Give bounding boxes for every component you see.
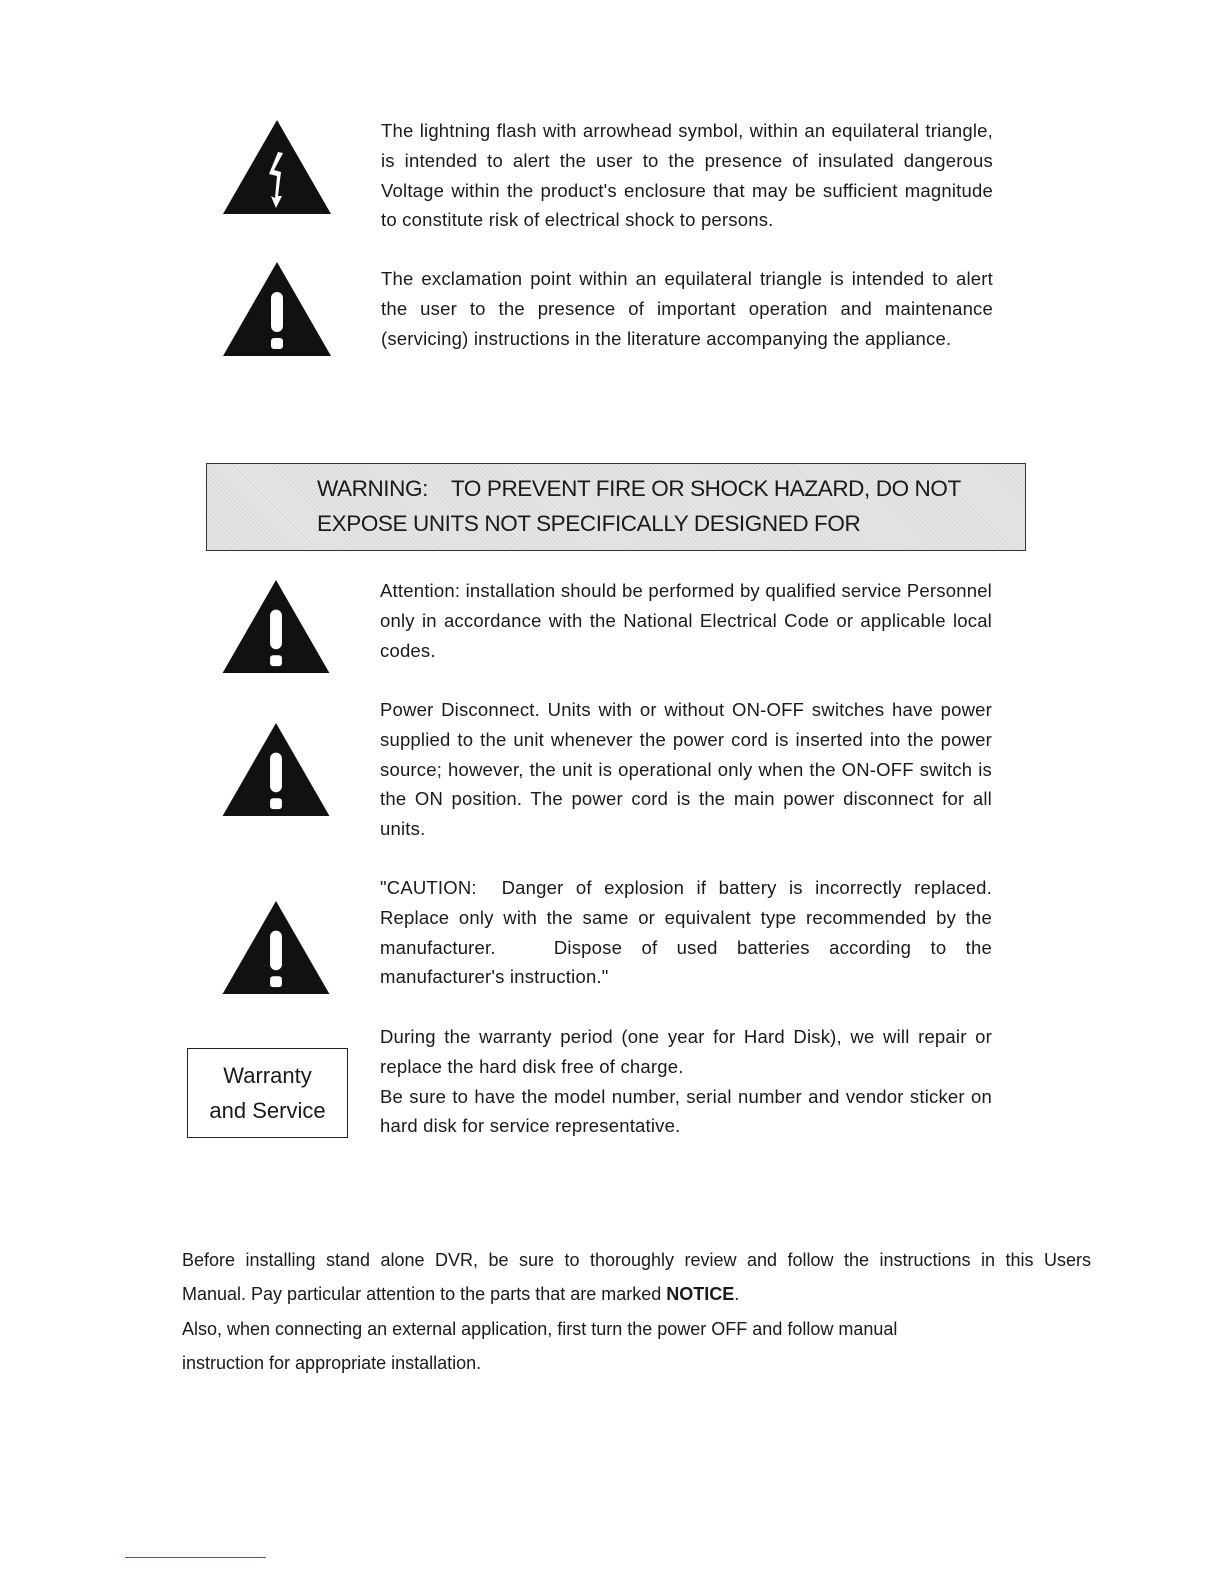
- intro-line-1: Before installing stand alone DVR, be sure to thoroughly review and follow the instructions in this Users: [182, 1250, 1091, 1270]
- intro-line-2: [182, 1282, 739, 1306]
- notice-keyword: NOTICE: [666, 1284, 735, 1304]
- warranty-text-line-1: During the warranty period (one year for Hard Disk), we will repair or replace the hard disk free of charge.: [380, 1026, 992, 1077]
- exclamation-symbol-description: The exclamation point within an equilateral triangle is intended to alert the user to the presence of important operation and maintenance (servicing) instructions in the literature accompanying the appliance.: [381, 268, 993, 349]
- fire-shock-warning-box: [206, 463, 1026, 551]
- battery-caution-exclamation-icon: [222, 901, 330, 994]
- attention-notice: Attention: installation should be performed by qualified service Personnel only in accordance with the National Electrical Code or applicable local codes.: [380, 580, 992, 661]
- warranty-text-line-2: Be sure to have the model number, serial number and vendor sticker on hard disk for service representative.: [380, 1085, 992, 1137]
- warning-line-1: WARNING: TO PREVENT FIRE OR SHOCK HAZARD, DO NOT: [317, 476, 961, 501]
- intro-line-4: instruction for appropriate installation.: [182, 1353, 482, 1373]
- intro-line-2-prefix: Manual. Pay particular attention to the parts that are marked: [182, 1284, 667, 1304]
- intro-line-2-suffix: .: [734, 1284, 740, 1304]
- exclamation-warning-icon: [223, 262, 331, 356]
- lightning-symbol-description: The lightning flash with arrowhead symbol, within an equilateral triangle, is intended to alert the user to the presence of insulated dangerous Voltage within the product's enclosure that may be sufficient magnitude to constitute risk of electrical shock to persons.: [381, 120, 993, 231]
- warranty-service-label-box: [187, 1048, 348, 1138]
- warranty-label-line-1: Warranty: [223, 1063, 312, 1088]
- lightning-warning-icon: [223, 120, 331, 214]
- attention-exclamation-icon: [222, 580, 330, 673]
- warning-line-2: EXPOSE UNITS NOT SPECIFICALLY DESIGNED FOR: [317, 511, 861, 536]
- power-disconnect-notice: Power Disconnect. Units with or without ON-OFF switches have power supplied to the unit whenever the power cord is inserted into the power source; however, the unit is operational only when the ON-OFF switch is the ON position. The power cord is the main power disconnect for all units.: [380, 699, 992, 840]
- intro-line-3: Also, when connecting an external application, first turn the power OFF and follow manual: [182, 1319, 898, 1339]
- warranty-label-line-2: and Service: [209, 1098, 326, 1123]
- battery-caution-notice: "CAUTION: Danger of explosion if battery is incorrectly replaced. Replace only with the same or equivalent type recommended by the manufacturer. Dispose of used batteries according to the manufacturer's instruction.": [380, 877, 998, 988]
- power-disconnect-exclamation-icon: [222, 723, 330, 816]
- footer-rule: [125, 1557, 266, 1558]
- warranty-text: [380, 1022, 992, 1141]
